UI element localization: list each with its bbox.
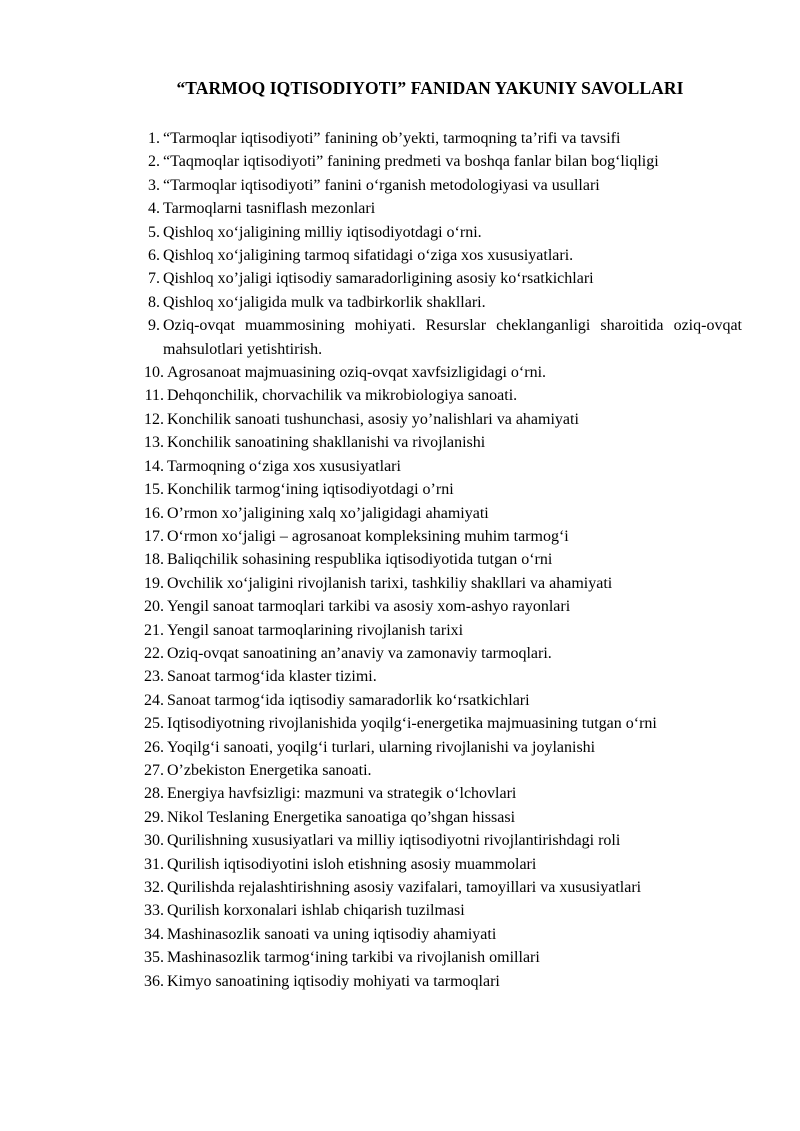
question-text: Agrosanoat majmuasining oziq-ovqat xavfsizligidagi o‘rni. (167, 364, 547, 382)
question-item (130, 712, 742, 735)
question-item (130, 221, 742, 244)
question-number: 2. (148, 153, 160, 171)
question-item (130, 876, 742, 899)
question-text: Tarmoqning o‘ziga xos xususiyatlari (167, 457, 401, 475)
question-item (130, 853, 742, 876)
question-item (130, 759, 742, 782)
question-text: Baliqchilik sohasining respublika iqtisodiyotida tutgan o‘rni (167, 551, 553, 569)
question-number: 3. (148, 176, 160, 194)
question-number: 30. (144, 832, 164, 850)
question-item (130, 267, 742, 290)
question-text: Yoqilg‘i sanoati, yoqilg‘i turlari, ularning rivojlanishi va joylanishi (167, 738, 596, 756)
question-item (130, 361, 742, 384)
document-title: “TARMOQ IQTISODIYOTI” FANIDAN YAKUNIY SAVOLLARI (176, 78, 684, 98)
question-number: 13. (144, 434, 164, 452)
question-item (130, 782, 742, 805)
question-number: 8. (148, 293, 160, 311)
question-text: Qishloq xo‘jaligining milliy iqtisodiyotdagi o‘rni. (163, 223, 482, 241)
question-number: 11. (144, 387, 164, 405)
question-text: Dehqonchilik, chorvachilik va mikrobiologiya sanoati. (167, 387, 518, 405)
question-item (130, 478, 742, 501)
question-item (130, 431, 742, 454)
question-item (130, 665, 742, 688)
question-text: Qurilish korxonalari ishlab chiqarish tuzilmasi (167, 902, 465, 920)
question-item (130, 923, 742, 946)
question-text: Energiya havfsizligi: mazmuni va strategik o‘lchovlari (167, 785, 517, 803)
question-number: 4. (148, 200, 160, 218)
question-text: Konchilik tarmog‘ining iqtisodiyotdagi o’rni (167, 481, 454, 499)
question-text: Tarmoqlarni tasniflash mezonlari (163, 200, 376, 218)
question-number: 1. (148, 130, 160, 147)
question-item (130, 408, 742, 431)
question-item (130, 736, 742, 759)
question-item (130, 899, 742, 922)
question-number: 23. (144, 668, 164, 686)
question-item (130, 197, 742, 220)
question-number: 10. (144, 364, 164, 382)
question-item (130, 970, 742, 993)
question-number: 22. (144, 644, 164, 662)
question-item (130, 829, 742, 852)
question-text: Konchilik sanoati tushunchasi, asosiy yo’nalishlari va ahamiyati (167, 410, 579, 428)
question-number: 34. (144, 925, 164, 943)
question-text: Sanoat tarmog‘ida klaster tizimi. (167, 668, 377, 686)
question-text: Iqtisodiyotning rivojlanishida yoqilg‘i-energetika majmuasining tutgan o‘rni (167, 715, 657, 733)
question-number: 26. (144, 738, 164, 756)
question-number: 33. (144, 902, 164, 920)
question-number: 15. (144, 481, 164, 499)
question-text: Qishloq xo’jaligi iqtisodiy samaradorligining asosiy ko‘rsatkichlari (163, 270, 594, 288)
question-text: Sanoat tarmog‘ida iqtisodiy samaradorlik ko‘rsatkichlari (167, 691, 530, 709)
question-number: 24. (144, 691, 164, 709)
question-item (130, 595, 742, 618)
question-text: Qurilishning xususiyatlari va milliy iqtisodiyotni rivojlantirishdagi roli (167, 832, 621, 850)
question-number: 17. (144, 527, 164, 545)
question-item (130, 291, 742, 314)
question-text: Qurilish iqtisodiyotini isloh etishning asosiy muammolari (167, 855, 537, 873)
question-item (130, 384, 742, 407)
question-text: “Taqmoqlar iqtisodiyoti” fanining predmeti va boshqa fanlar bilan bog‘liqligi (163, 153, 659, 171)
question-text: Qishloq xo‘jaligida mulk va tadbirkorlik shakllari. (163, 293, 486, 311)
question-number: 35. (144, 949, 164, 967)
question-text: Qurilishda rejalashtirishning asosiy vazifalari, tamoyillari va xususiyatlari (167, 879, 642, 896)
question-text: Oziq-ovqat sanoatining an’anaviy va zamonaviy tarmoqlari. (167, 644, 552, 662)
question-number: 29. (144, 808, 164, 826)
question-number: 32. (144, 879, 164, 896)
question-text: Konchilik sanoatining shakllanishi va rivojlanishi (167, 434, 486, 452)
question-number: 16. (144, 504, 164, 522)
question-text: O‘rmon xo‘jaligi – agrosanoat kompleksining muhim tarmog‘i (167, 527, 569, 545)
question-text: O’rmon xo’jaligining xalq xo’jaligidagi ahamiyati (167, 504, 489, 522)
question-number: 6. (148, 247, 160, 265)
question-item (130, 689, 742, 712)
question-text: Qishloq xo‘jaligining tarmoq sifatidagi o‘ziga xos xususiyatlari. (163, 247, 574, 265)
question-number: 27. (144, 761, 164, 779)
question-item (130, 127, 742, 150)
question-text: Ovchilik xo‘jaligini rivojlanish tarixi, tashkiliy shakllari va ahamiyati (167, 574, 613, 592)
question-text: Mashinasozlik tarmog‘ining tarkibi va rivojlanish omillari (167, 949, 540, 967)
question-number: 20. (144, 598, 164, 616)
question-number: 21. (144, 621, 164, 639)
question-number: 14. (144, 457, 164, 475)
question-item (130, 150, 742, 173)
question-text: Mashinasozlik sanoati va uning iqtisodiy ahamiyati (167, 925, 497, 943)
question-number: 9. (148, 317, 160, 335)
question-item (130, 548, 742, 571)
question-text: “Tarmoqlar iqtisodiyoti” fanini o‘rganish metodologiyasi va usullari (163, 176, 600, 194)
question-text: Nikol Teslaning Energetika sanoatiga qo’shgan hissasi (167, 808, 516, 826)
question-item (130, 244, 742, 267)
question-item (130, 806, 742, 829)
question-item (130, 525, 742, 548)
question-item (130, 174, 742, 197)
question-text: Kimyo sanoatining iqtisodiy mohiyati va tarmoqlari (167, 972, 500, 990)
question-text: “Tarmoqlar iqtisodiyoti” fanining ob’yekti, tarmoqning ta’rifi va tavsifi (163, 130, 621, 147)
question-item (130, 455, 742, 478)
question-item (130, 619, 742, 642)
question-text: Oziq-ovqat muammosining mohiyati. Resurslar cheklanganligi sharoitida oziq-ovqat mahsulotlari yetishtirish. (163, 317, 742, 358)
question-item (130, 946, 742, 969)
question-number: 28. (144, 785, 164, 803)
question-number: 5. (148, 223, 160, 241)
question-number: 31. (144, 855, 164, 873)
question-number: 19. (144, 574, 164, 592)
question-number: 12. (144, 410, 164, 428)
question-text: Yengil sanoat tarmoqlarining rivojlanish tarixi (167, 621, 464, 639)
question-item (130, 314, 742, 361)
question-text: O’zbekiston Energetika sanoati. (167, 761, 372, 779)
question-item (130, 642, 742, 665)
question-number: 18. (144, 551, 164, 569)
question-number: 25. (144, 715, 164, 733)
question-text: Yengil sanoat tarmoqlari tarkibi va asosiy xom-ashyo rayonlari (167, 598, 571, 616)
question-item (130, 502, 742, 525)
question-item (130, 572, 742, 595)
question-number: 36. (144, 972, 164, 990)
question-list (130, 127, 742, 993)
question-number: 7. (148, 270, 160, 288)
